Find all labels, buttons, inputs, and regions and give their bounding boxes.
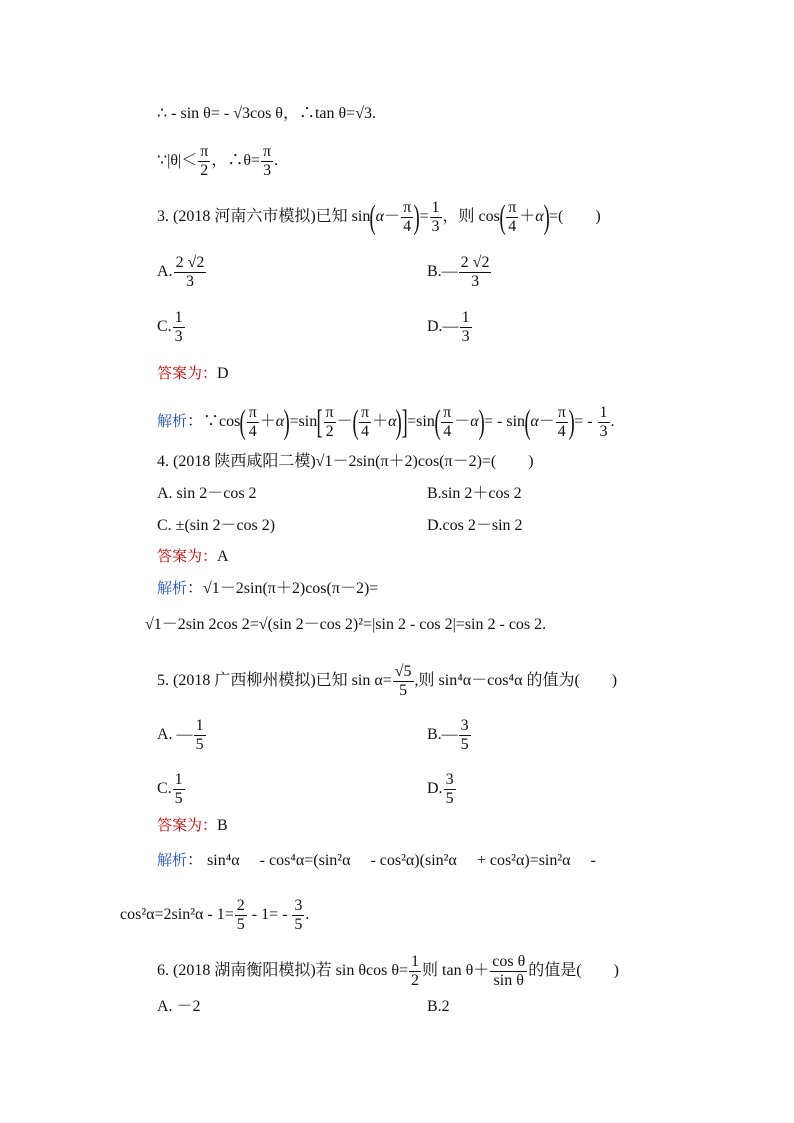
numerator: π [360, 404, 370, 421]
numerator: π [508, 199, 517, 216]
numerator: 1 [174, 309, 183, 326]
question-4-option-b: B.sin 2＋cos 2 [427, 485, 522, 502]
text: =sin [407, 413, 435, 431]
question-6-option-a: A. －2 [157, 998, 201, 1015]
denominator: 3 [461, 328, 470, 345]
bracket-left: [ [316, 403, 323, 441]
question-4-solution-line-2: √1－2sin 2cos 2=√(sin 2－cos 2)²=|sin 2 - cos 2|=sin 2 - cos 2. [145, 616, 547, 633]
answer-label: 答案为： [157, 816, 218, 834]
text: = - sin [483, 413, 526, 431]
text: 3. (2018 河南六市模拟)已知 sin [157, 208, 371, 226]
fraction [490, 953, 527, 990]
numerator: π [263, 143, 272, 160]
solution-label: 解析 [157, 412, 188, 431]
text: ∵|θ|＜ [157, 152, 198, 170]
numerator: 1 [174, 771, 183, 788]
answer-value: D [217, 365, 229, 382]
denominator: 5 [236, 916, 245, 933]
question-4-option-a: A. sin 2－cos 2 [157, 485, 257, 502]
option-label: A. [157, 263, 173, 281]
numerator: 3 [460, 717, 469, 734]
numerator: π [557, 404, 566, 421]
text: . [274, 152, 279, 170]
denominator: 4 [508, 218, 517, 235]
question-3-stem: 3. (2018 河南六市模拟)已知 sin(α－ $\frac{\pi}{4}$ )= $\frac{1}{3}$ ，则 cos( $\frac{\pi}{4}$ ＋α)=( ) [157, 198, 601, 236]
paren-left: ( [239, 403, 247, 441]
numerator: √5 [394, 663, 412, 680]
numerator: π [443, 404, 452, 421]
answer-value: A [217, 548, 229, 565]
fraction [459, 254, 492, 291]
text: ,则 sin⁴α－cos⁴α 的值为( ) [414, 672, 618, 690]
text: ，∴θ= [211, 152, 261, 170]
question-4-answer [157, 546, 229, 567]
paren-right: ) [283, 403, 290, 441]
question-3-option-a [157, 254, 207, 291]
question-5-solution [157, 850, 596, 871]
denominator: 2 [200, 162, 209, 179]
denominator: 4 [403, 218, 412, 235]
fraction [174, 254, 207, 291]
numerator: π [403, 199, 412, 216]
question-4-option-d: D.cos 2－sin 2 [427, 517, 523, 534]
fraction [247, 404, 259, 441]
option-label: D.— [427, 318, 459, 336]
solution-line-tan: ∴ - sin θ= - √3cos θ，∴tan θ=√3. [157, 105, 376, 122]
numerator: 1 [431, 199, 440, 216]
fraction [194, 717, 206, 754]
denominator: 5 [399, 682, 408, 699]
fraction [441, 404, 453, 441]
fraction [460, 309, 472, 346]
fraction [444, 771, 456, 808]
text: 5. (2018 广西柳州模拟)已知 sin α= [157, 672, 392, 690]
question-5-option-a [157, 717, 207, 754]
numerator: 2 √2 [175, 254, 205, 271]
question-4-solution [157, 578, 378, 599]
fraction [173, 309, 185, 346]
fraction [430, 199, 442, 236]
question-6-stem [157, 953, 619, 990]
numerator: π [200, 143, 209, 160]
fraction [393, 663, 414, 700]
text: = - [574, 413, 597, 431]
text: =( ) [549, 208, 601, 226]
text: ：∵cos [187, 413, 241, 431]
question-5-solution-line-2 [120, 897, 309, 934]
fraction [598, 404, 610, 441]
paren-left: ( [434, 403, 441, 441]
fraction [261, 143, 273, 180]
numerator: 1 [195, 717, 204, 734]
fraction [324, 404, 336, 441]
text: 则 tan θ＋ [422, 962, 490, 980]
paren-right: ) [413, 198, 420, 236]
question-3-option-c [157, 309, 186, 346]
numerator: 3 [294, 897, 303, 914]
numerator: 1 [599, 404, 608, 421]
denominator: 5 [195, 736, 204, 753]
solution-label: 解析 [157, 579, 188, 597]
denominator: 2 [325, 423, 334, 440]
question-3-answer [157, 363, 229, 384]
paren-right: ) [478, 403, 485, 441]
numerator: π [248, 404, 257, 421]
text: =sin [289, 413, 318, 431]
text: ，则 cos [442, 208, 500, 226]
question-5-answer [157, 815, 228, 836]
fraction [235, 897, 247, 934]
option-label: C. [157, 780, 172, 798]
text: cos²α=2sin²α - 1= [120, 906, 234, 924]
numerator: π [325, 404, 334, 421]
fraction [409, 953, 421, 990]
text: - 1= - [247, 906, 292, 924]
option-label: B.— [427, 726, 458, 744]
denominator: 4 [361, 423, 369, 440]
question-5-stem [157, 663, 617, 700]
question-5-option-b [427, 717, 472, 754]
denominator: 4 [557, 423, 566, 440]
numerator: 1 [461, 309, 470, 326]
denominator: 5 [445, 790, 454, 807]
text: ： sin⁴α - cos⁴α=(sin²α - cos²α)(sin²α + cos²α)=sin²α - [187, 852, 596, 869]
question-6-option-b: B.2 [427, 998, 450, 1015]
option-label: C. [157, 318, 172, 336]
question-3-option-b [427, 254, 492, 291]
paren-right: ) [396, 403, 403, 441]
denominator: 5 [294, 916, 303, 933]
denominator: 3 [431, 218, 440, 235]
text: . [305, 906, 310, 924]
fraction [459, 717, 471, 754]
text: 的值是( ) [528, 962, 619, 980]
denominator: 2 [411, 972, 420, 989]
answer-value: B [217, 817, 228, 834]
question-4-option-c: C. ±(sin 2－cos 2) [157, 517, 276, 534]
fraction [506, 199, 518, 236]
question-3-solution: 解析：∵cos( $\frac{\pi}{4}$ ＋α)=sin[ $\frac{\pi}{2}$ －( $\frac{\pi}{4}$ ＋α)]=sin( $\frac{\pi}{4}$ －α)= - sin(α－ $\frac{\pi}{4}$ )= - $\frac{1}{3}$ . [157, 403, 615, 441]
paren-left: ( [499, 198, 506, 236]
fraction [359, 404, 371, 441]
denominator: 3 [185, 273, 194, 290]
text: 6. (2018 湖南衡阳模拟)若 sin θcos θ= [157, 962, 409, 980]
answer-label: 答案为： [157, 364, 218, 382]
fraction [292, 897, 304, 934]
question-3-option-d [427, 309, 473, 346]
text: . [610, 413, 615, 431]
numerator: 3 [445, 771, 454, 788]
numerator: 2 √2 [460, 254, 490, 271]
paren-right: ) [568, 403, 575, 441]
bracket-right: ] [401, 403, 408, 441]
denominator: 5 [460, 736, 469, 753]
numerator: 1 [411, 953, 420, 970]
solution-label: 解析 [157, 851, 188, 869]
option-label: B.— [427, 263, 458, 281]
text: ：√1－2sin(π＋2)cos(π－2)= [187, 580, 379, 597]
answer-label: 答案为： [157, 547, 218, 565]
denominator: sin θ [493, 972, 524, 989]
paren-left: ( [524, 403, 531, 441]
denominator: 3 [263, 162, 272, 179]
option-label: A. — [157, 726, 193, 744]
fraction [556, 404, 568, 441]
denominator: 3 [599, 423, 608, 440]
paren-right: ) [543, 198, 550, 236]
fraction [401, 199, 413, 236]
denominator: 5 [174, 790, 183, 807]
denominator: 3 [471, 273, 480, 290]
denominator: 4 [443, 423, 452, 440]
paren-left: ( [352, 403, 359, 441]
paren-left: ( [369, 198, 377, 236]
question-5-option-d [427, 771, 457, 808]
option-label: D. [427, 780, 443, 798]
question-4-stem: 4. (2018 陕西咸阳二模)√1－2sin(π＋2)cos(π－2)=( ) [157, 453, 534, 470]
fraction [173, 771, 185, 808]
solution-line-theta [157, 143, 278, 180]
denominator: 4 [248, 423, 257, 440]
denominator: 3 [174, 328, 183, 345]
numerator: 2 [236, 897, 245, 914]
fraction [198, 143, 210, 180]
numerator: cos θ [492, 953, 526, 970]
question-5-option-c [157, 771, 186, 808]
